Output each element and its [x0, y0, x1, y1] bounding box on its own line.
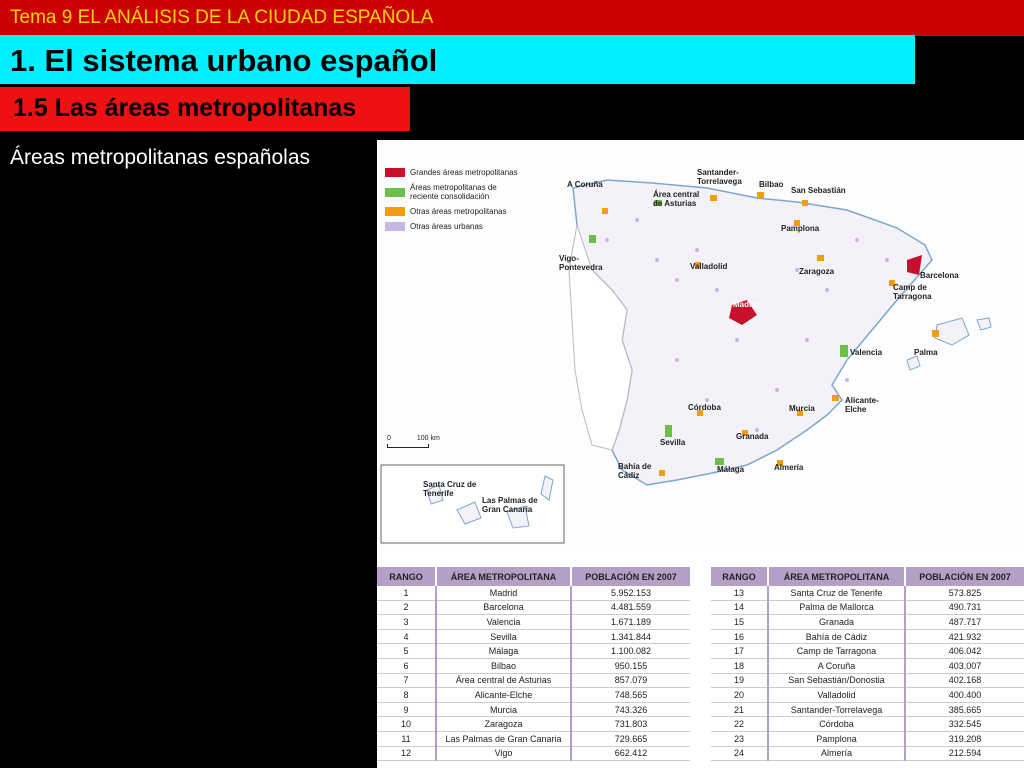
map-label: Área central de Asturias	[653, 190, 700, 208]
map-label: Las Palmas de Gran Canaria	[482, 496, 538, 514]
rank-cell: 4	[377, 629, 436, 644]
population-cell: 857.079	[571, 673, 690, 688]
rank-cell: 11	[377, 731, 436, 746]
population-cell: 332.545	[905, 717, 1024, 732]
map-label: Málaga	[717, 465, 745, 474]
rank-cell: 14	[711, 600, 768, 615]
spain-map	[377, 140, 1024, 545]
table-row	[711, 702, 1024, 717]
table-row	[711, 731, 1024, 746]
population-cell: 421.932	[905, 629, 1024, 644]
rank-cell: 3	[377, 615, 436, 630]
population-cell: 487.717	[905, 615, 1024, 630]
population-cell: 385.665	[905, 702, 1024, 717]
population-cell: 402.168	[905, 673, 1024, 688]
area-cell: Zaragoza	[436, 717, 571, 732]
rank-cell: 18	[711, 658, 768, 673]
scale-bar	[387, 444, 429, 448]
table-row	[711, 746, 1024, 761]
col-header-area: ÁREA METROPOLITANA	[768, 567, 905, 586]
scale-zero: 0	[387, 435, 391, 442]
rank-cell: 20	[711, 688, 768, 703]
map-label: Alicante-Elche	[845, 396, 879, 414]
legend-swatch-great	[385, 168, 405, 177]
area-cell: Bilbao	[436, 658, 571, 673]
slide-subtitle: 1.5 Las áreas metropolitanas	[13, 94, 357, 122]
ranking-table-right	[711, 567, 1024, 761]
valencia-area	[840, 345, 848, 357]
area-cell: Valencia	[436, 615, 571, 630]
legend-item	[385, 168, 518, 177]
table-row	[377, 702, 690, 717]
area-cell: Santander-Torrelavega	[768, 702, 905, 717]
rank-cell: 9	[377, 702, 436, 717]
area-cell: Alicante-Elche	[436, 688, 571, 703]
col-header-rango: RANGO	[711, 567, 768, 586]
rank-cell: 5	[377, 644, 436, 659]
table-header-row	[711, 567, 1024, 586]
rank-cell: 12	[377, 746, 436, 761]
population-cell: 743.326	[571, 702, 690, 717]
legend-swatch-urban	[385, 222, 405, 231]
area-cell: Barcelona	[436, 600, 571, 615]
legend-label: Áreas metropolitanas de reciente consolidación	[410, 183, 497, 201]
population-cell: 729.665	[571, 731, 690, 746]
area-cell: Madrid	[436, 586, 571, 600]
table-header-row	[377, 567, 690, 586]
rank-cell: 10	[377, 717, 436, 732]
table-row	[711, 600, 1024, 615]
map-label: Vigo-Pontevedra	[559, 254, 603, 272]
area-cell: Camp de Tarragona	[768, 644, 905, 659]
area-cell: Murcia	[436, 702, 571, 717]
table-row	[377, 644, 690, 659]
slide-title: 1. El sistema urbano español	[10, 43, 438, 78]
population-cell: 403.007	[905, 658, 1024, 673]
rank-cell: 24	[711, 746, 768, 761]
table-row	[377, 615, 690, 630]
map-caption: Áreas metropolitanas españolas	[10, 146, 311, 169]
map-label: Barcelona	[920, 271, 959, 280]
table-row	[711, 629, 1024, 644]
area-cell: Pamplona	[768, 731, 905, 746]
map-label: Almería	[774, 463, 804, 472]
col-header-poblacion: POBLACIÓN EN 2007	[905, 567, 1024, 586]
col-header-rango: RANGO	[377, 567, 436, 586]
population-cell: 400.400	[905, 688, 1024, 703]
map-label: Sevilla	[660, 438, 686, 447]
legend-label: Otras áreas metropolitanas	[410, 207, 507, 216]
subtitle-banner	[0, 87, 410, 131]
map-label: Zaragoza	[799, 267, 835, 276]
rank-cell: 15	[711, 615, 768, 630]
area-cell: A Coruña	[768, 658, 905, 673]
population-cell: 212.594	[905, 746, 1024, 761]
table-row	[377, 731, 690, 746]
legend-label: Otras áreas urbanas	[410, 222, 483, 231]
population-cell: 4.481.559	[571, 600, 690, 615]
area-cell: Málaga	[436, 644, 571, 659]
population-cell: 406.042	[905, 644, 1024, 659]
map-label: Camp de Tarragona	[893, 283, 932, 301]
table-row	[711, 688, 1024, 703]
area-cell: Bahía de Cádiz	[768, 629, 905, 644]
map-label: Bilbao	[759, 180, 784, 189]
table-row	[711, 673, 1024, 688]
legend-swatch-recent	[385, 188, 405, 197]
map-label: A Coruña	[567, 180, 603, 189]
legend-item	[385, 207, 518, 216]
rank-cell: 21	[711, 702, 768, 717]
population-cell: 950.155	[571, 658, 690, 673]
map-legend	[385, 168, 518, 237]
table-row	[377, 746, 690, 761]
area-cell: San Sebastián/Donostia	[768, 673, 905, 688]
malaga-area	[715, 458, 724, 465]
area-cell: Granada	[768, 615, 905, 630]
table-row	[711, 717, 1024, 732]
table-row	[711, 658, 1024, 673]
scale-distance: 100 km	[416, 435, 440, 442]
map-label: Murcia	[789, 404, 815, 413]
area-cell: Sevilla	[436, 629, 571, 644]
table-row	[377, 629, 690, 644]
col-header-area: ÁREA METROPOLITANA	[436, 567, 571, 586]
map-label: Córdoba	[688, 403, 721, 412]
population-cell: 1.671.189	[571, 615, 690, 630]
rank-cell: 7	[377, 673, 436, 688]
rank-cell: 19	[711, 673, 768, 688]
topic-banner	[0, 0, 1024, 36]
map-label: San Sebastián	[791, 186, 846, 195]
area-cell: Área central de Asturias	[436, 673, 571, 688]
population-cell: 1.341.844	[571, 629, 690, 644]
map-label: Santander-Torrelavega	[697, 168, 742, 186]
col-header-poblacion: POBLACIÓN EN 2007	[571, 567, 690, 586]
rank-cell: 23	[711, 731, 768, 746]
area-cell: Córdoba	[768, 717, 905, 732]
topic-text: Tema 9 EL ANÁLISIS DE LA CIUDAD ESPAÑOLA	[10, 7, 434, 28]
table-row	[377, 673, 690, 688]
legend-item	[385, 183, 518, 201]
map-label: Palma	[914, 348, 938, 357]
table-row	[377, 658, 690, 673]
map-label: Bahía de Cádiz	[618, 462, 652, 480]
population-cell: 748.565	[571, 688, 690, 703]
ranking-table-left	[377, 567, 690, 761]
legend-label: Grandes áreas metropolitanas	[410, 168, 518, 177]
table-row	[711, 644, 1024, 659]
legend-swatch-other	[385, 207, 405, 216]
area-cell: Santa Cruz de Tenerife	[768, 586, 905, 600]
rank-cell: 2	[377, 600, 436, 615]
table-row	[711, 586, 1024, 600]
rank-cell: 1	[377, 586, 436, 600]
map-label: Madrid	[733, 300, 760, 309]
map-label: Santa Cruz de Tenerife	[423, 480, 477, 498]
legend-item	[385, 222, 518, 231]
rank-cell: 16	[711, 629, 768, 644]
rank-cell: 6	[377, 658, 436, 673]
map-label: Valladolid	[690, 262, 728, 271]
population-cell: 1.100.082	[571, 644, 690, 659]
table-row	[377, 688, 690, 703]
map-label: Granada	[736, 432, 769, 441]
population-cell: 662.412	[571, 746, 690, 761]
area-cell: Vigo	[436, 746, 571, 761]
population-cell: 319.208	[905, 731, 1024, 746]
population-cell: 731.803	[571, 717, 690, 732]
area-cell: Almería	[768, 746, 905, 761]
table-row	[377, 600, 690, 615]
table-row	[711, 615, 1024, 630]
asturias-area-marker	[589, 235, 596, 243]
area-cell: Palma de Mallorca	[768, 600, 905, 615]
map-label: Valencia	[850, 348, 883, 357]
sevilla-area	[665, 425, 672, 437]
population-cell: 5.952.153	[571, 586, 690, 600]
rank-cell: 22	[711, 717, 768, 732]
image-panel[interactable]	[377, 140, 1024, 768]
rank-cell: 13	[711, 586, 768, 600]
map-label: Pamplona	[781, 224, 820, 233]
population-cell: 490.731	[905, 600, 1024, 615]
title-banner	[0, 35, 915, 84]
rank-cell: 8	[377, 688, 436, 703]
table-row	[377, 586, 690, 600]
area-cell: Valladolid	[768, 688, 905, 703]
map-scale	[387, 435, 440, 448]
population-cell: 573.825	[905, 586, 1024, 600]
rank-cell: 17	[711, 644, 768, 659]
table-row	[377, 717, 690, 732]
area-cell: Las Palmas de Gran Canaria	[436, 731, 571, 746]
